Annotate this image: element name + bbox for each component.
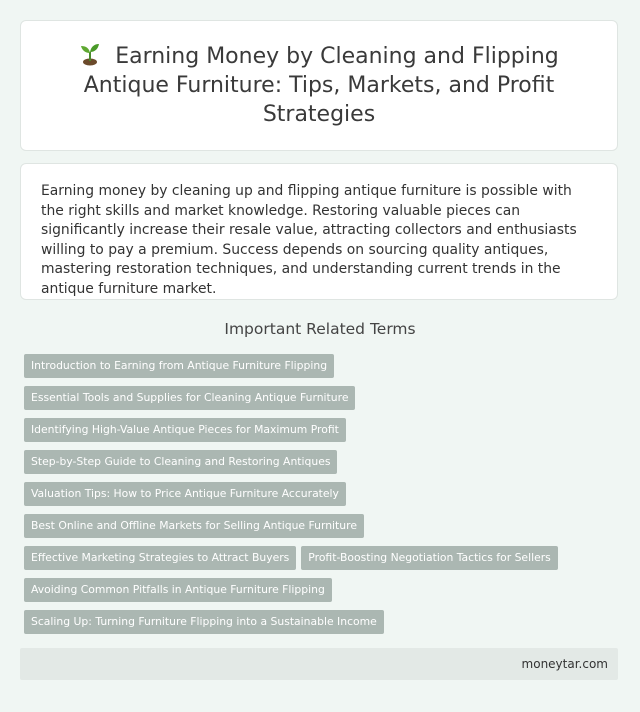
related-term-tag[interactable]: Best Online and Offline Markets for Selling Antique Furniture (24, 514, 364, 538)
related-term-tag[interactable]: Step-by-Step Guide to Cleaning and Restoring Antiques (24, 450, 337, 474)
sprout-icon (79, 42, 101, 66)
page-title (61, 42, 577, 129)
related-term-tag[interactable]: Identifying High-Value Antique Pieces for Maximum Profit (24, 418, 346, 442)
related-terms-list (24, 354, 584, 642)
related-term-tag[interactable]: Profit-Boosting Negotiation Tactics for Sellers (301, 546, 558, 570)
intro-paragraph: Earning money by cleaning up and flipping antique furniture is possible with the right skills and market knowledge. Restoring valuable pieces can significantly increase their resale value, attracting collectors and enthusiasts willing to pay a premium. Success depends on sourcing quality antiques, mastering restoration techniques, and understanding current trends in the antique furniture market. (41, 183, 577, 297)
related-term-tag[interactable]: Essential Tools and Supplies for Cleaning Antique Furniture (24, 386, 355, 410)
related-term-tag[interactable]: Effective Marketing Strategies to Attract Buyers (24, 546, 296, 570)
intro-card (20, 163, 618, 300)
related-term-tag[interactable]: Valuation Tips: How to Price Antique Furniture Accurately (24, 482, 346, 506)
footer-site-link[interactable]: moneytar.com (521, 657, 608, 671)
related-terms-heading: Important Related Terms (224, 320, 416, 338)
related-term-tag[interactable]: Scaling Up: Turning Furniture Flipping into a Sustainable Income (24, 610, 384, 634)
title-card (20, 20, 618, 151)
footer (20, 648, 618, 680)
related-term-tag[interactable]: Avoiding Common Pitfalls in Antique Furniture Flipping (24, 578, 332, 602)
page-title-text: Earning Money by Cleaning and Flipping Antique Furniture: Tips, Markets, and Profit Strategies (83, 44, 559, 127)
related-term-tag[interactable]: Introduction to Earning from Antique Furniture Flipping (24, 354, 334, 378)
